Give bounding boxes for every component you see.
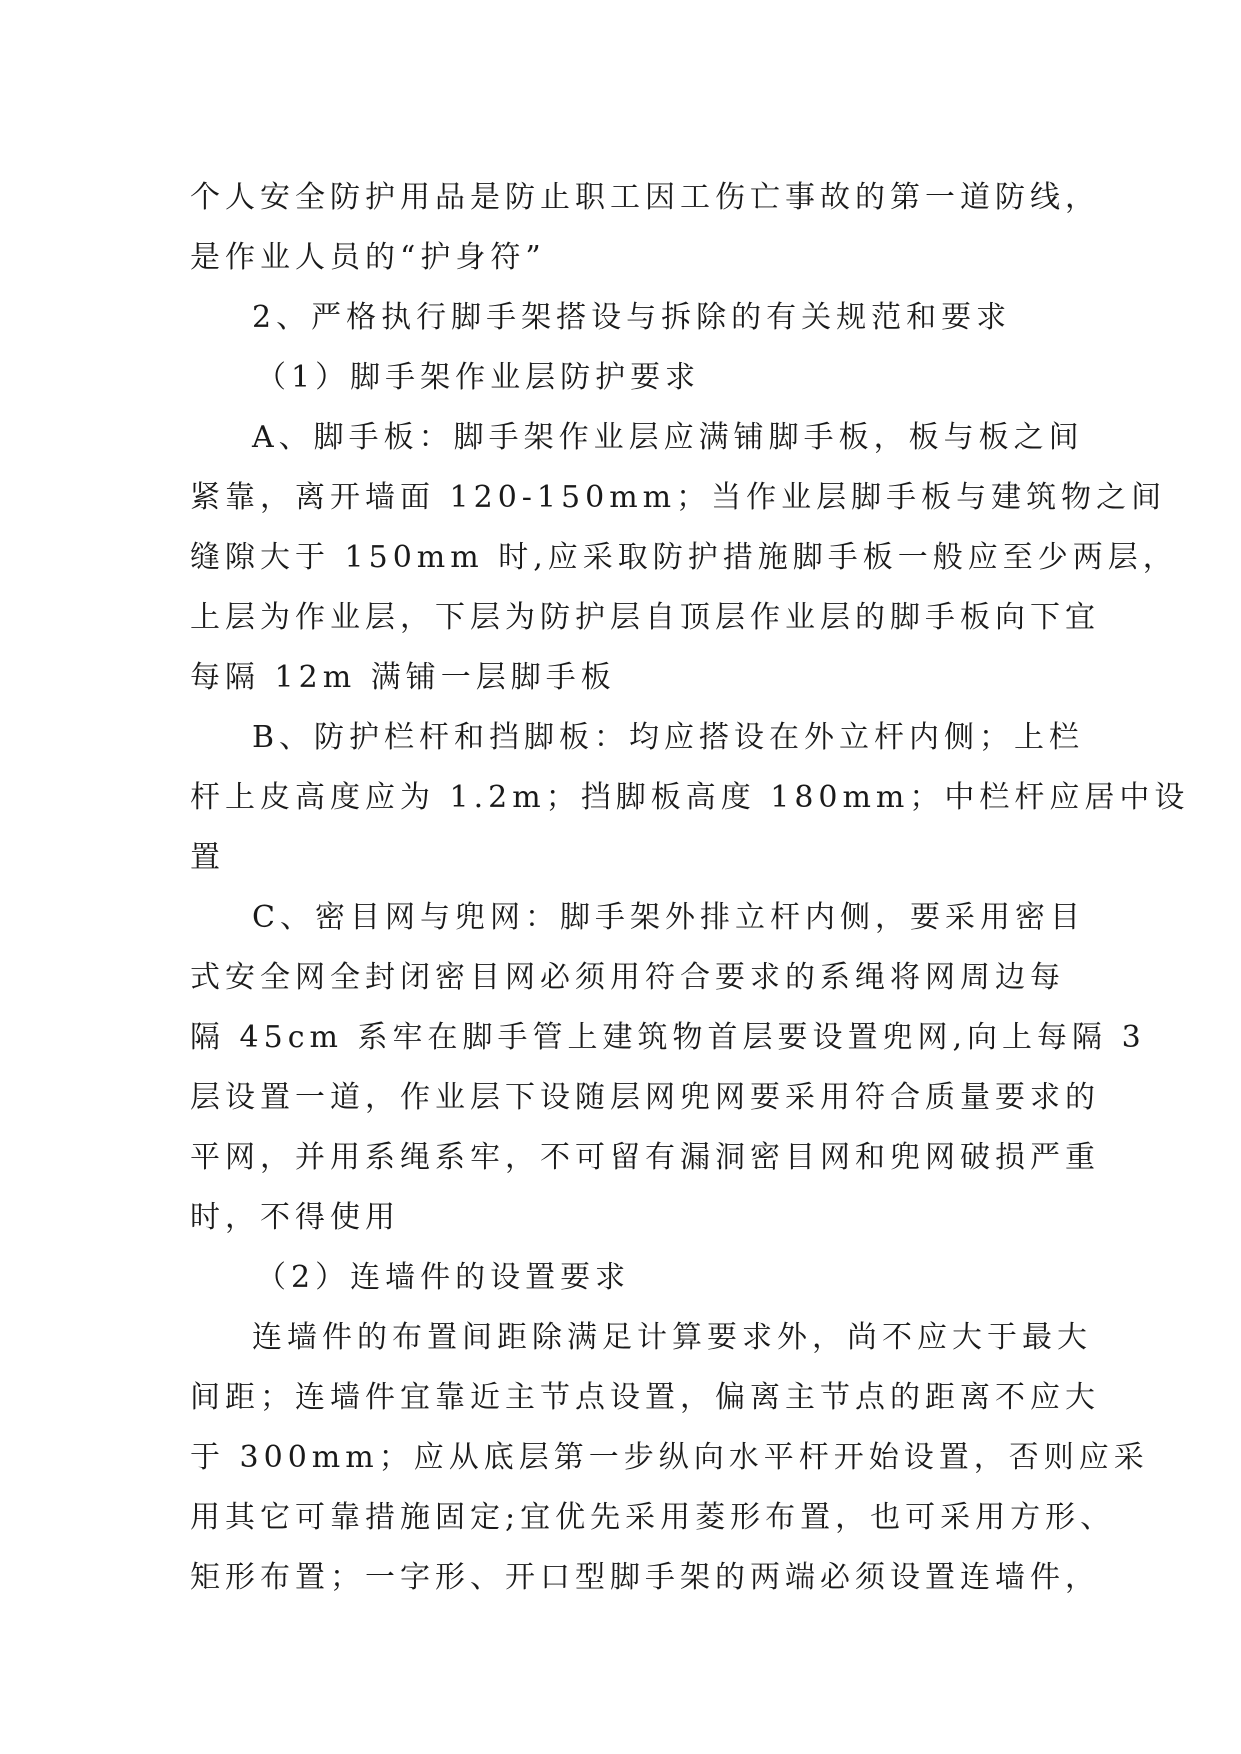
text-line: 每隔 12m 满铺一层脚手板 (190, 660, 616, 695)
text-line: 于 300mm；应从底层第一步纵向水平杆开始设置，否则应采 (190, 1440, 1149, 1475)
text-line: 层设置一道，作业层下设随层网兜网要采用符合质量要求的 (190, 1080, 1100, 1115)
text-line: 隔 45cm 系牢在脚手管上建筑物首层要设置兜网,向上每隔 3 (190, 1020, 1146, 1055)
text-line: A、脚手板：脚手架作业层应满铺脚手板，板与板之间 (252, 420, 1084, 455)
text-line: 连墙件的布置间距除满足计算要求外，尚不应大于最大 (252, 1320, 1092, 1355)
text-line: 置 (190, 840, 225, 875)
text-line: 上层为作业层，下层为防护层自顶层作业层的脚手板向下宜 (190, 600, 1100, 635)
subsection-heading: （1）脚手架作业层防护要求 (256, 360, 701, 395)
text-line: 杆上皮高度应为 1.2m；挡脚板高度 180mm；中栏杆应居中设 (190, 780, 1190, 815)
text-line: 紧靠，离开墙面 120-150mm；当作业层脚手板与建筑物之间 (190, 480, 1167, 515)
subsection-heading: （2）连墙件的设置要求 (256, 1260, 631, 1295)
text-line: 个人安全防护用品是防止职工因工伤亡事故的第一道防线， (190, 180, 1100, 215)
text-line: 平网，并用系绳系牢，不可留有漏洞密目网和兜网破损严重 (190, 1140, 1100, 1175)
text-line: 用其它可靠措施固定;宜优先采用菱形布置，也可采用方形、 (190, 1500, 1116, 1535)
text-line: 间距；连墙件宜靠近主节点设置，偏离主节点的距离不应大 (190, 1380, 1100, 1415)
text-line: 式安全网全封闭密目网必须用符合要求的系绳将网周边每 (190, 960, 1065, 995)
document-page (190, 168, 1190, 1608)
section-heading: 2、严格执行脚手架搭设与拆除的有关规范和要求 (252, 300, 1012, 335)
text-line: B、防护栏杆和挡脚板：均应搭设在外立杆内侧；上栏 (252, 720, 1085, 755)
text-line: C、密目网与兜网：脚手架外排立杆内侧，要采用密目 (252, 900, 1085, 935)
text-line: 缝隙大于 150mm 时,应采取防护措施脚手板一般应至少两层， (190, 540, 1178, 575)
text-line: 是作业人员的“护身符” (190, 240, 546, 275)
text-line: 矩形布置；一字形、开口型脚手架的两端必须设置连墙件， (190, 1560, 1100, 1595)
text-line: 时，不得使用 (190, 1200, 400, 1235)
